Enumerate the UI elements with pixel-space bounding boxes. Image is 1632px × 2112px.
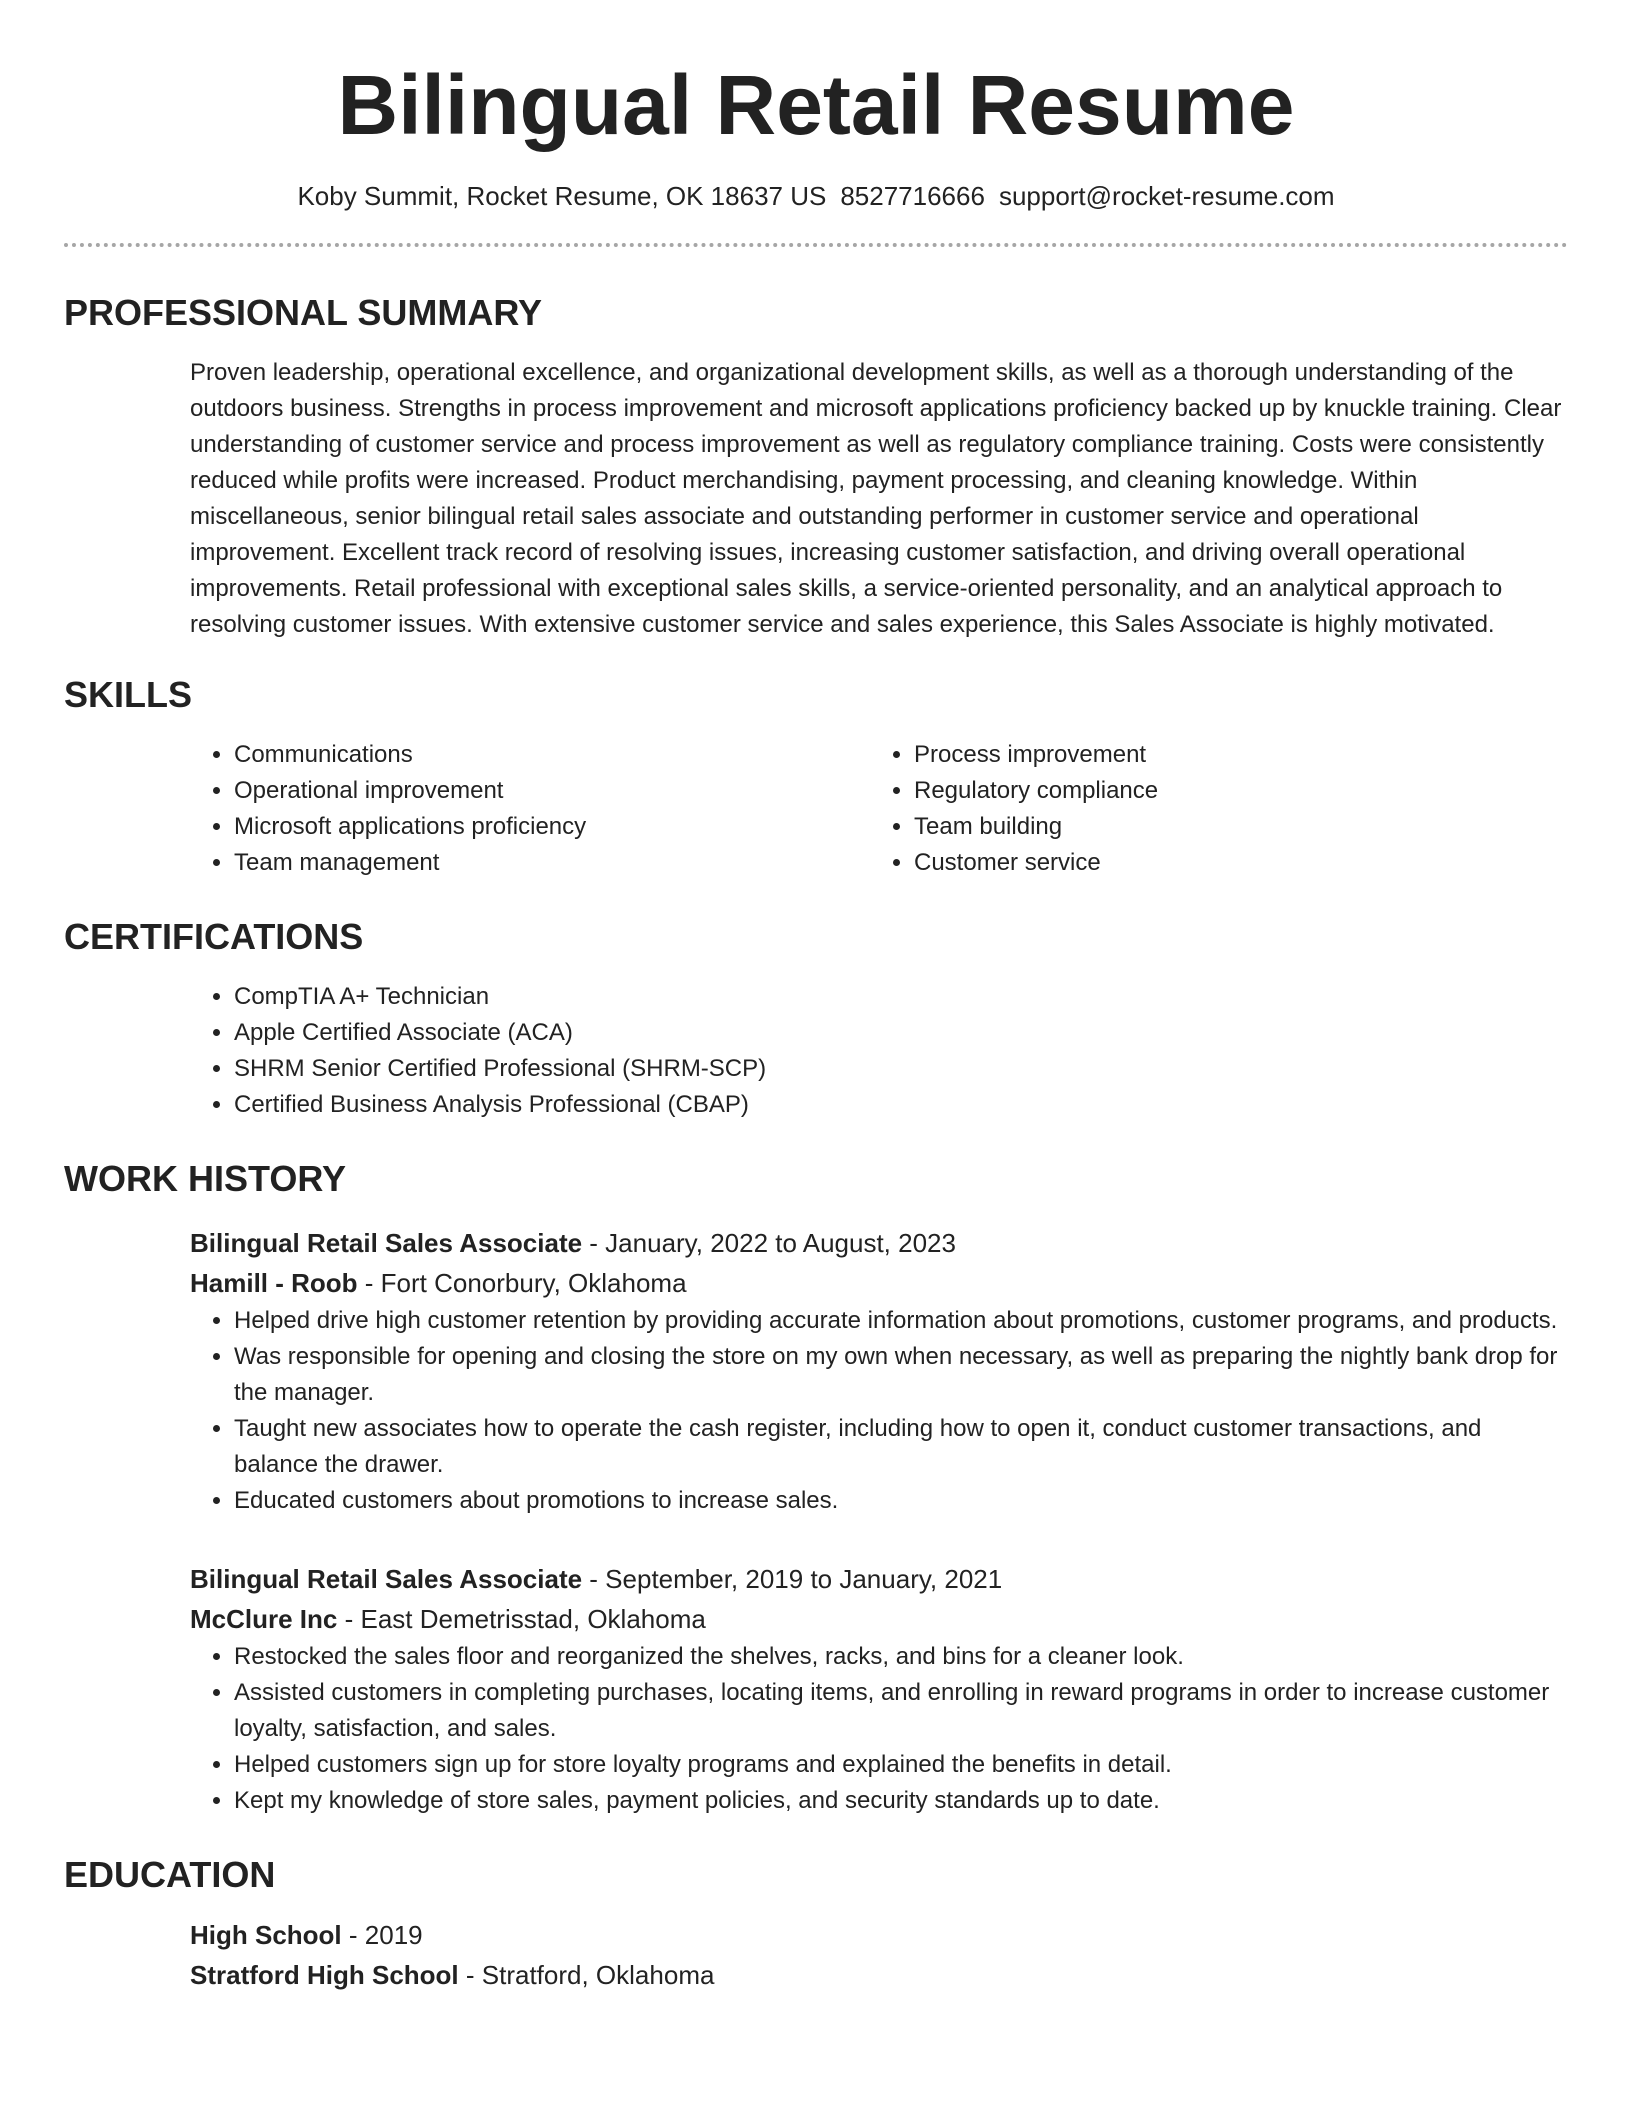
skill-item: • Process improvement <box>914 737 1568 773</box>
job-dates: - September, 2019 to January, 2021 <box>582 1564 1003 1594</box>
education-block <box>190 1915 1568 1995</box>
job-duty: • Restocked the sales floor and reorganized the shelves, racks, and bins for a cleaner look. <box>234 1639 1568 1675</box>
job-entry <box>190 1223 1568 1519</box>
job-location: - Fort Conorbury, Oklahoma <box>357 1268 687 1298</box>
job-entry <box>190 1559 1568 1819</box>
contact-line <box>64 179 1568 213</box>
contact-address: Koby Summit, Rocket Resume, OK 18637 US <box>297 181 827 211</box>
certification-item: • Apple Certified Associate (ACA) <box>234 1015 1568 1051</box>
job-company-line <box>190 1599 1568 1639</box>
skills-list-right <box>870 737 1568 881</box>
education-location: - Stratford, Oklahoma <box>458 1960 715 1990</box>
job-title-line <box>190 1559 1568 1599</box>
job-title-line <box>190 1223 1568 1263</box>
job-dates: - January, 2022 to August, 2023 <box>582 1228 956 1258</box>
certifications-list <box>190 979 1568 1123</box>
education-heading: EDUCATION <box>64 1854 276 1895</box>
education-school: Stratford High School <box>190 1960 459 1990</box>
skill-item: • Communications <box>234 737 870 773</box>
header-divider <box>64 243 1568 247</box>
job-duties-list <box>190 1303 1568 1519</box>
summary-heading: PROFESSIONAL SUMMARY <box>64 292 543 333</box>
skill-item: • Team management <box>234 845 870 881</box>
education-year: - 2019 <box>341 1920 423 1950</box>
job-duty: • Helped drive high customer retention by providing accurate information about promotions, customer programs, and products. <box>234 1303 1568 1339</box>
skill-item: • Operational improvement <box>234 773 870 809</box>
job-duty: • Kept my knowledge of store sales, payment policies, and security standards up to date. <box>234 1783 1568 1819</box>
skill-item: • Customer service <box>914 845 1568 881</box>
job-duty: • Taught new associates how to operate the cash register, including how to open it, conduct customer transactions, and balance the drawer. <box>234 1411 1568 1483</box>
skill-item: • Team building <box>914 809 1568 845</box>
education-degree-line <box>190 1915 1568 1955</box>
resume-title: Bilingual Retail Resume <box>337 58 1295 152</box>
job-title: Bilingual Retail Sales Associate <box>190 1564 583 1594</box>
skill-item: • Microsoft applications proficiency <box>234 809 870 845</box>
certification-item: • SHRM Senior Certified Professional (SHRM-SCP) <box>234 1051 1568 1087</box>
skills-grid <box>190 737 1568 881</box>
job-title: Bilingual Retail Sales Associate <box>190 1228 583 1258</box>
skill-item: • Regulatory compliance <box>914 773 1568 809</box>
job-duty: • Helped customers sign up for store loyalty programs and explained the benefits in detail. <box>234 1747 1568 1783</box>
summary-text: Proven leadership, operational excellence, and organizational development skills, as well as a thorough understanding of the outdoors business. Strengths in process improvement and microsoft applications proficiency backed up by knuckle training. Clear understanding of customer service and process improvement as well as regulatory compliance training. Costs were consistently reduced while profits were increased. Product merchandising, payment processing, and cleaning knowledge. Within miscellaneous, senior bilingual retail sales associate and outstanding performer in customer service and operational improvement. Excellent track record of resolving issues, increasing customer satisfaction, and driving overall operational improvements. Retail professional with exceptional sales skills, a service-oriented personality, and an analytical approach to resolving customer issues. With extensive customer service and sales experience, this Sales Associate is highly motivated. <box>190 359 1562 638</box>
certifications-block <box>190 979 1568 1123</box>
job-duty: • Educated customers about promotions to increase sales. <box>234 1483 1568 1519</box>
job-company-line <box>190 1263 1568 1303</box>
work-history-heading: WORK HISTORY <box>64 1158 347 1199</box>
certification-item: • Certified Business Analysis Professional (CBAP) <box>234 1087 1568 1123</box>
education-school-line <box>190 1955 1568 1995</box>
job-duty: • Was responsible for opening and closing the store on my own when necessary, as well as preparing the nightly bank drop for the manager. <box>234 1339 1568 1411</box>
job-duty: • Assisted customers in completing purchases, locating items, and enrolling in reward programs in order to increase customer loyalty, satisfaction, and sales. <box>234 1675 1568 1747</box>
contact-phone: 8527716666 <box>840 181 985 211</box>
education-degree: High School <box>190 1920 342 1950</box>
job-duties-list <box>190 1639 1568 1819</box>
contact-email: support@rocket-resume.com <box>998 181 1335 211</box>
job-company: Hamill - Roob <box>190 1268 358 1298</box>
job-location: - East Demetrisstad, Oklahoma <box>337 1604 706 1634</box>
job-company: McClure Inc <box>190 1604 338 1634</box>
certification-item: • CompTIA A+ Technician <box>234 979 1568 1015</box>
work-history-block <box>190 1223 1568 1819</box>
skills-heading: SKILLS <box>64 674 193 715</box>
skills-list-left <box>190 737 870 881</box>
certifications-heading: CERTIFICATIONS <box>64 916 364 957</box>
